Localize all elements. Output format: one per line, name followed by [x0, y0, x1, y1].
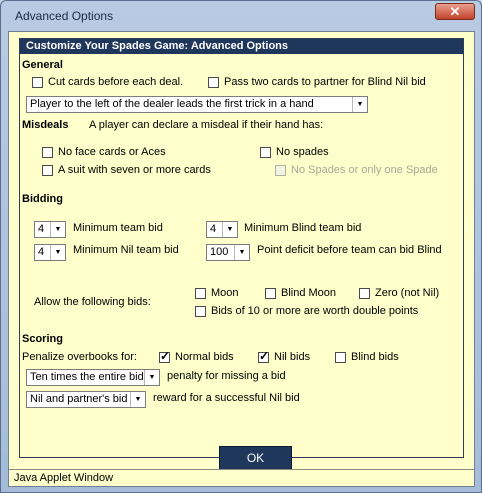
- chevron-down-icon[interactable]: ▼: [50, 222, 65, 237]
- no-spades-label: No spades: [276, 146, 329, 158]
- penalty-select-value: Ten times the entire bid: [30, 371, 144, 383]
- suit-seven-label: A suit with seven or more cards: [58, 164, 211, 176]
- panel-header: Customize Your Spades Game: Advanced Options: [20, 39, 463, 54]
- check-icon: ✓: [259, 349, 270, 363]
- min-nil-team-bid-value: 4: [38, 246, 45, 258]
- normal-bids-label: Normal bids: [175, 351, 234, 363]
- no-spades-checkbox[interactable]: [260, 147, 271, 158]
- chevron-down-icon[interactable]: ▼: [352, 97, 367, 112]
- min-nil-team-bid-label: Minimum Nil team bid: [73, 244, 179, 256]
- pass-two-checkbox[interactable]: [208, 77, 219, 88]
- min-blind-team-bid-value: 4: [210, 223, 217, 235]
- options-panel: [19, 38, 464, 465]
- blind-bids-label: Blind bids: [351, 351, 399, 363]
- zero-bid-checkbox[interactable]: [359, 288, 370, 299]
- point-deficit-value: 100: [210, 246, 229, 258]
- check-icon: ✓: [160, 349, 171, 363]
- allow-bids-label: Allow the following bids:: [34, 296, 151, 308]
- no-face-cards-checkbox[interactable]: [42, 147, 53, 158]
- moon-checkbox[interactable]: [195, 288, 206, 299]
- nil-bids-label: Nil bids: [274, 351, 311, 363]
- suit-seven-checkbox[interactable]: [42, 165, 53, 176]
- status-bar: Java Applet Window: [9, 469, 474, 486]
- section-bidding-title: Bidding: [22, 193, 63, 205]
- cut-cards-label: Cut cards before each deal.: [48, 76, 184, 88]
- chevron-down-icon[interactable]: ▼: [144, 370, 159, 385]
- double-points-checkbox[interactable]: [195, 306, 206, 317]
- penalize-label: Penalize overbooks for:: [22, 351, 137, 363]
- chevron-down-icon[interactable]: ▼: [50, 245, 65, 260]
- close-button[interactable]: [435, 3, 475, 20]
- close-icon: ✕: [449, 4, 461, 19]
- pass-two-label: Pass two cards to partner for Blind Nil bid: [224, 76, 426, 88]
- section-scoring-title: Scoring: [22, 333, 63, 345]
- penalty-label: penalty for missing a bid: [167, 370, 286, 382]
- lead-select[interactable]: [26, 96, 368, 113]
- point-deficit-label: Point deficit before team can bid Blind: [257, 244, 442, 256]
- reward-select[interactable]: [26, 391, 146, 408]
- no-or-one-spade-label: No Spades or only one Spade: [291, 164, 438, 176]
- section-general-title: General: [22, 59, 63, 71]
- normal-bids-checkbox[interactable]: [159, 349, 171, 363]
- penalty-select[interactable]: [26, 369, 160, 386]
- misdeals-description: A player can declare a misdeal if their hand has:: [89, 119, 324, 131]
- ok-button[interactable]: OK: [219, 446, 292, 471]
- double-points-label: Bids of 10 or more are worth double points: [211, 305, 419, 317]
- dialog-client-area: [8, 31, 475, 487]
- reward-select-value: Nil and partner's bid: [30, 393, 128, 405]
- chevron-down-icon[interactable]: ▼: [234, 245, 249, 260]
- nil-bids-checkbox[interactable]: [258, 349, 270, 363]
- min-team-bid-label: Minimum team bid: [73, 222, 163, 234]
- cut-cards-checkbox[interactable]: [32, 77, 43, 88]
- reward-label: reward for a successful Nil bid: [153, 392, 300, 404]
- blind-bids-checkbox[interactable]: [335, 352, 346, 363]
- min-blind-team-bid-label: Minimum Blind team bid: [244, 222, 362, 234]
- min-team-bid-select[interactable]: [34, 221, 66, 238]
- lead-select-value: Player to the left of the dealer leads the first trick in a hand: [30, 98, 314, 110]
- min-team-bid-value: 4: [38, 223, 45, 235]
- title-bar[interactable]: [1, 1, 481, 31]
- no-face-cards-label: No face cards or Aces: [58, 146, 166, 158]
- zero-bid-label: Zero (not Nil): [375, 287, 440, 299]
- chevron-down-icon[interactable]: ▼: [130, 392, 145, 407]
- window-title: Advanced Options: [15, 9, 114, 23]
- chevron-down-icon[interactable]: ▼: [222, 222, 237, 237]
- no-or-one-spade-checkbox: [275, 165, 286, 176]
- blind-moon-checkbox[interactable]: [265, 288, 276, 299]
- point-deficit-select[interactable]: [206, 244, 250, 261]
- min-nil-team-bid-select[interactable]: [34, 244, 66, 261]
- section-misdeals-title: Misdeals: [22, 119, 69, 131]
- blind-moon-label: Blind Moon: [281, 287, 337, 299]
- moon-label: Moon: [211, 287, 239, 299]
- min-blind-team-bid-select[interactable]: [206, 221, 238, 238]
